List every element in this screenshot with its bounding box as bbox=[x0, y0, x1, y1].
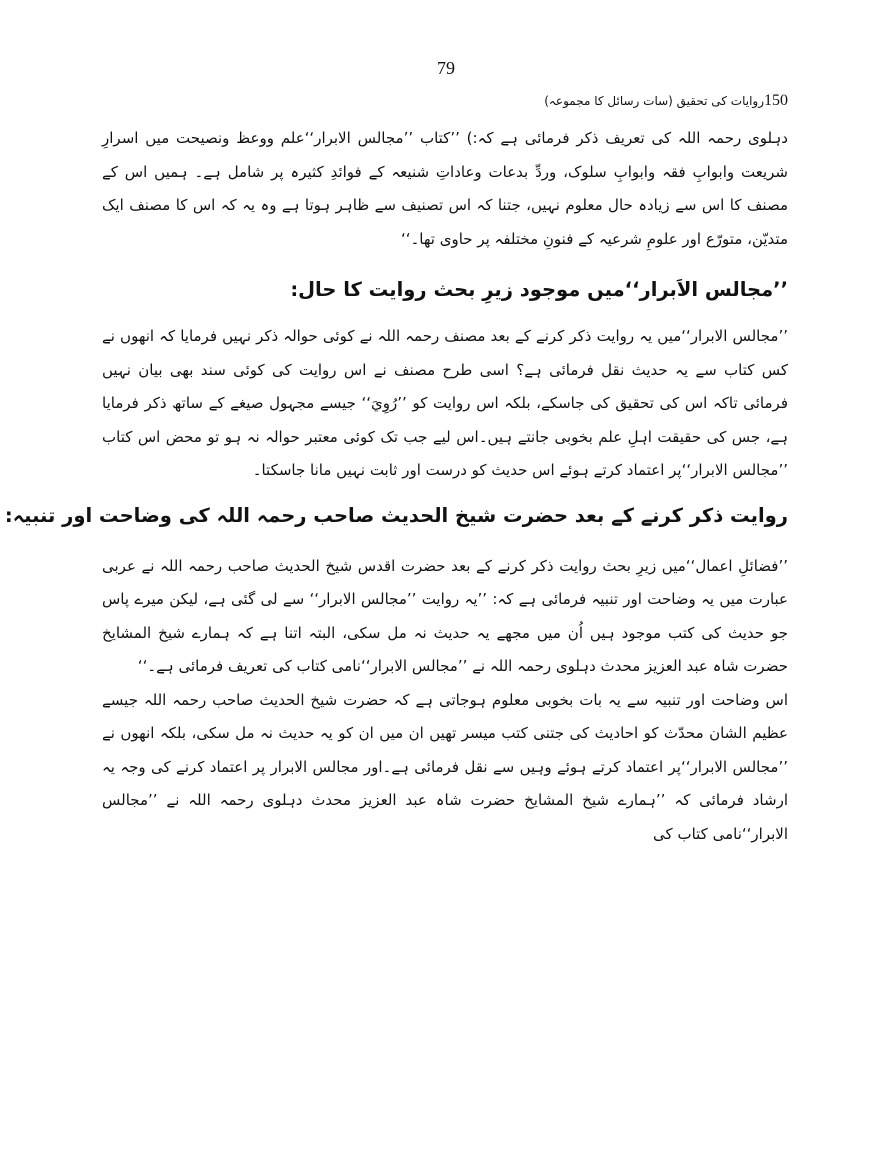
paragraph-fazail-e-amal: ’’فضائلِ اعمال‘‘میں زیرِ بحث روایت ذکر کرنے کے بعد حضرت اقدس شیخ الحدیث صاحب رحمہ اللہ نے عربی عبارت میں یہ وضاحت اور تنبیہ فرمائی ہے کہ: ’’یہ روایت ’’مجالس الابرار‘‘ سے لی گئی ہے، لیکن میرے پاس جو حدیث کی کتب موجود ہیں اُن میں مجھے یہ حدیث نہ مل سکی، البتہ اتنا ہے کہ ہمارے شیخ المشایخ حضرت شاہ عبد العزیز محدث دہلوی رحمہ اللہ نے ’’مجالس الابرار‘‘نامی کتاب کی تعریف فرمائی ہے۔‘‘ bbox=[102, 556, 788, 675]
running-header-count: 150 bbox=[764, 92, 788, 109]
paragraph-conclusion: اس وضاحت اور تنبیہ سے یہ بات بخوبی معلوم ہوجاتی ہے کہ حضرت شیخ الحدیث صاحب رحمہ اللہ جیسے عظیم الشان محدّث کو احادیث کی جتنی کتب میسر تھیں ان میں ان کو یہ حدیث نہ مل سکی، بلکہ انھوں نے ’’مجالس الابرار‘‘پر اعتماد کرتے ہوئے وہیں سے نقل فرمائی ہے۔اور مجالس الابرار پر اعتماد کرنے کی وجہ یہ ارشاد فرمائی کہ ’’ہمارے شیخ المشایخ حضرت شاہ عبد العزیز محدث دہلوی رحمہ اللہ نے ’’مجالس الابرار‘‘نامی کتاب کی bbox=[102, 690, 788, 843]
section-heading-majalis-al-abrar: ’’مجالس الاَبرار‘‘میں موجود زیرِ بحث روایت کا حال: bbox=[290, 278, 788, 301]
page-number: 79 bbox=[437, 58, 455, 78]
running-header bbox=[544, 92, 788, 110]
document-body bbox=[4, 122, 788, 851]
paragraph-narration-status: ’’مجالس الابرار‘‘میں یہ روایت ذکر کرنے کے بعد مصنف رحمہ اللہ نے کوئی حوالہ ذکر نہیں فرمایا کہ انھوں نے کس کتاب سے یہ حدیث نقل فرمائی ہے؟ اسی طرح مصنف نے اس روایت کی کوئی سند بھی بیان نہیں فرمائی تاکہ اس کی تحقیق کی جاسکے، بلکہ اس روایت کو ’’رُوِيَ‘‘ جیسے مجہول صیغے کے ساتھ ذکر فرمایا ہے، جس کی حقیقت اہلِ علم بخوبی جانتے ہیں۔اس لیے جب تک کوئی معتبر حوالہ نہ ہو تو محض اس کتاب ’’مجالس الابرار‘‘پر اعتماد کرتے ہوئے اس حدیث کو درست اور ثابت نہیں مانا جاسکتا۔ bbox=[102, 327, 788, 479]
section-heading-clarification: روایت ذکر کرنے کے بعد حضرت شیخ الحدیث صاحب رحمہ اللہ کی وضاحت اور تنبیہ: bbox=[4, 503, 788, 527]
paragraph-quote-continuation: دہلوی رحمہ اللہ کی تعریف ذکر فرمائی ہے کہ:) ’’کتاب ’’مجالس الابرار‘‘علم ووعظ ونصیحت میں اسرارِ شریعت وابوابِ فقہ وابوابِ سلوک، وردِّ بدعات وعاداتِ شنیعہ کے فوائدِ کثیرہ پر شامل ہے۔ ہمیں اس کے مصنف کا اس سے زیادہ حال معلوم نہیں، جتنا کہ اس تصنیف سے ظاہر ہوتا ہے وہ یہ کہ اس کا مصنف ایک متدیّن، متورّع اور علومِ شرعیہ کے فنونِ مختلفہ پر حاوی تھا۔‘‘ bbox=[102, 129, 788, 248]
running-header-title: روایات کی تحقیق (سات رسائل کا مجموعہ) bbox=[544, 94, 764, 108]
